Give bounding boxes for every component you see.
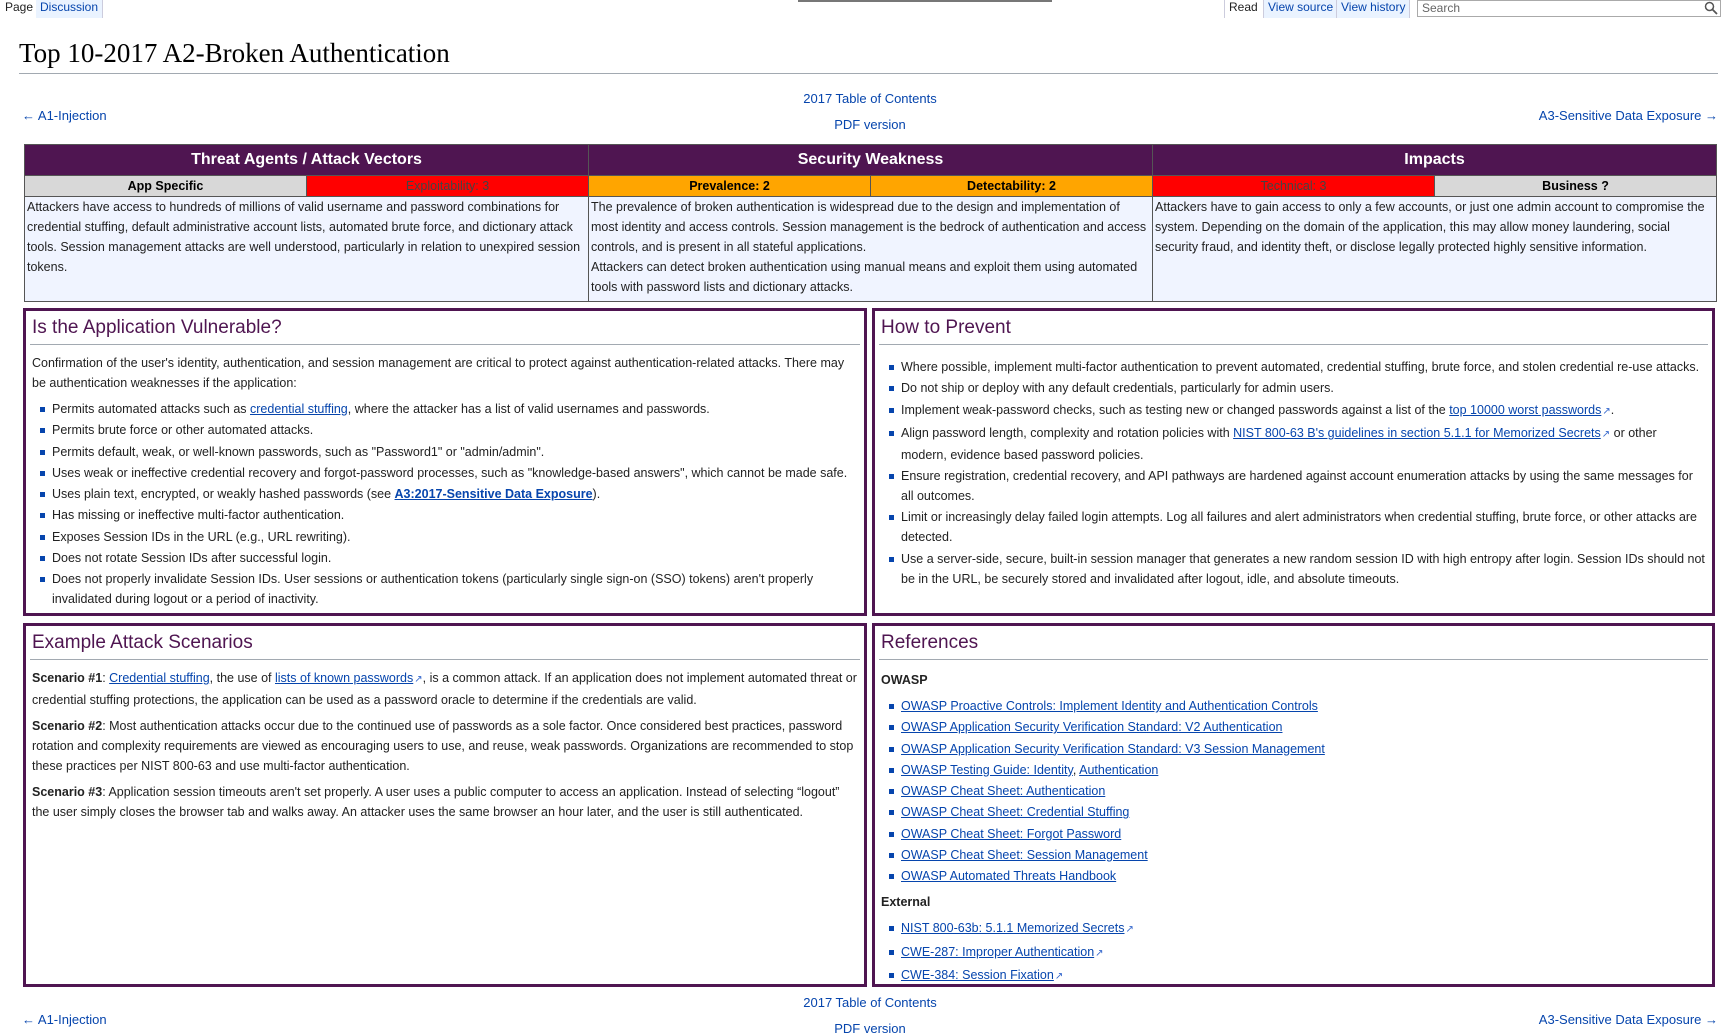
external-link-icon: ↗: [1054, 970, 1064, 982]
reference-link[interactable]: OWASP Cheat Sheet: Forgot Password: [901, 826, 1122, 841]
external-reference-link[interactable]: CWE-384: Session Fixation: [901, 967, 1054, 982]
nav-center-bottom-pdf: [0, 1021, 1727, 1036]
external-label: External: [881, 895, 931, 910]
prev-link[interactable]: ← A1-Injection: [22, 108, 107, 123]
page-title: Top 10-2017 A2-Broken Authentication: [19, 38, 450, 68]
external-link-icon: ↗: [1125, 924, 1134, 936]
list-item: Implement weak-password checks, such as testing new or changed passwords against a list of the top 10000 worst passwords↗.: [901, 400, 1706, 422]
risk-table: [24, 144, 1717, 302]
list-item: [901, 965, 1706, 987]
scenario-1: Scenario #1: Credential stuffing, the use of lists of known passwords↗, is a common attack. If an application does not implement automated threat or credential stuffing protections, the application can be used as a password oracle to determine if the credentials are valid.: [32, 671, 857, 707]
title-divider: [19, 73, 1718, 74]
external-reference-link[interactable]: CWE-287: Improper Authentication: [901, 944, 1095, 959]
prevent-box: [872, 308, 1715, 616]
owasp-references-list: [901, 696, 1706, 886]
list-item: [901, 866, 1706, 886]
external-link-icon: ↗: [1095, 947, 1104, 959]
list-item: Use a server-side, secure, built-in session manager that generates a new random session ID with high entropy after login. Session IDs should not be in the URL, be securely stored and invalidated after logout, idle, and absolute timeouts.: [901, 549, 1706, 589]
list-item: OWASP Testing Guide: Identity, Authentication: [901, 760, 1706, 780]
reference-link[interactable]: OWASP Automated Threats Handbook: [901, 869, 1117, 884]
list-item: [901, 739, 1706, 759]
next-link-bottom[interactable]: A3-Sensitive Data Exposure →: [1538, 1012, 1718, 1027]
credential-stuffing-scenario-link[interactable]: Credential stuffing: [109, 671, 210, 685]
header-threat-agents: Threat Agents / Attack Vectors: [25, 145, 589, 176]
worst-passwords-link[interactable]: top 10000 worst passwords: [1449, 402, 1602, 417]
exploitability-cell: Exploitability: 3: [307, 176, 589, 197]
nav-center-top: [0, 91, 1727, 106]
a3-sensitive-data-link[interactable]: A3:2017-Sensitive Data Exposure: [394, 487, 593, 502]
toc-link-bottom[interactable]: 2017 Table of Contents: [803, 995, 937, 1010]
scenarios-box: [23, 623, 867, 987]
reference-link[interactable]: OWASP Application Security Verification Standard: V2 Authentication: [901, 720, 1283, 735]
reference-link[interactable]: Authentication: [1079, 762, 1159, 777]
vulnerable-heading: Is the Application Vulnerable?: [30, 311, 860, 345]
list-item: Limit or increasingly delay failed login attempts. Log all failures and alert administrators when credential stuffing, brute force, or other attacks are detected.: [901, 507, 1706, 547]
prevalence-cell: Prevalence: 2: [589, 176, 871, 197]
list-item: [901, 824, 1706, 844]
pdf-link[interactable]: PDF version: [834, 117, 906, 132]
tab-page[interactable]: Page: [1, 0, 37, 18]
owasp-label: OWASP: [881, 673, 928, 687]
list-item: [901, 918, 1706, 940]
list-item: Uses weak or ineffective credential recovery and forgot-password processes, such as "knowledge-based answers", which cannot be made safe.: [52, 463, 858, 483]
top-tab-bar: [0, 0, 1727, 18]
nav-center-bottom: [0, 995, 1727, 1010]
list-item: [901, 717, 1706, 737]
list-item: Ensure registration, credential recovery, and API pathways are hardened against account enumeration attacks by using the same messages for all outcomes.: [901, 466, 1706, 506]
list-item: [901, 942, 1706, 964]
references-box: [872, 623, 1715, 987]
tab-view-history[interactable]: View history: [1336, 0, 1410, 18]
reference-link[interactable]: OWASP Cheat Sheet: Authentication: [901, 784, 1106, 799]
reference-link[interactable]: OWASP Cheat Sheet: Session Management: [901, 848, 1148, 863]
list-item: Permits automated attacks such as credential stuffing, where the attacker has a list of valid usernames and passwords.: [52, 399, 858, 419]
loading-bar: [798, 0, 1052, 2]
list-item: [901, 781, 1706, 801]
credential-stuffing-link[interactable]: credential stuffing: [250, 402, 348, 416]
list-item: Permits default, weak, or well-known passwords, such as "Password1" or "admin/admin".: [52, 442, 858, 462]
list-item: Do not ship or deploy with any default credentials, particularly for admin users.: [901, 378, 1706, 398]
list-item: [901, 696, 1706, 716]
search-input[interactable]: [1418, 2, 1696, 15]
nav-center-top-pdf: [0, 117, 1727, 132]
tab-view-source[interactable]: View source: [1263, 0, 1337, 18]
nist-guidelines-link[interactable]: NIST 800-63 B's guidelines in section 5.1.1 for Memorized Secrets: [1233, 425, 1601, 440]
pdf-link-bottom[interactable]: PDF version: [834, 1021, 906, 1036]
toc-link[interactable]: 2017 Table of Contents: [803, 91, 937, 106]
security-weakness-text: The prevalence of broken authentication is widespread due to the design and implementation of most identity and access controls. Session management is the bedrock of authentication and access controls, and is present in all stateful applications. Attackers can detect broken authentication using manual means and exploit them using automated tools with password lists and dictionary attacks.: [589, 197, 1153, 302]
list-item: Align password length, complexity and rotation policies with NIST 800-63 B's guidelines in section 5.1.1 for Memorized Secrets↗ or other modern, evidence based password policies.: [901, 423, 1706, 465]
list-item: Exposes Session IDs in the URL (e.g., URL rewriting).: [52, 527, 858, 547]
vulnerable-intro: Confirmation of the user's identity, authentication, and session management are critical to protect against authentication-related attacks. There may be authentication weaknesses if the application:: [32, 356, 845, 390]
vulnerable-list: [52, 399, 858, 609]
search-icon[interactable]: [1704, 1, 1718, 15]
impacts-text: Attackers have to gain access to only a few accounts, or just one admin account to compromise the system. Depending on the domain of the application, this may allow money laundering, social security fraud, and identity theft, or disclose legally protected highly sensitive information.: [1153, 197, 1717, 302]
vulnerable-box: [23, 308, 867, 616]
threat-agents-text: Attackers have access to hundreds of millions of valid username and password combinations for credential stuffing, default administrative account lists, automated brute force, and dictionary attack tools. Session management attacks are well understood, particularly in relation to unexpired session tokens.: [25, 197, 589, 302]
list-item: Where possible, implement multi-factor authentication to prevent automated, credential stuffing, brute force, and stolen credential re-use attacks.: [901, 357, 1706, 377]
prev-link-bottom[interactable]: ← A1-Injection: [22, 1012, 107, 1027]
known-passwords-link[interactable]: lists of known passwords: [275, 671, 414, 685]
references-heading: References: [879, 626, 1708, 660]
external-link-icon: ↗: [1602, 405, 1611, 417]
list-item: Does not properly invalidate Session IDs. User sessions or authentication tokens (particularly single sign-on (SSO) tokens) aren't properly invalidated during logout or a period of inactivity.: [52, 569, 858, 609]
detectability-cell: Detectability: 2: [871, 176, 1153, 197]
scenario-3: Scenario #3: Application session timeouts aren't set properly. A user uses a public computer to access an application. Instead of selecting “logout” the user simply closes the browser tab and walks away. An attacker uses the same browser an hour later, and the user is still authenticated.: [32, 785, 840, 819]
tab-read[interactable]: Read: [1224, 0, 1262, 18]
external-references-list: [901, 918, 1706, 987]
app-specific-cell: App Specific: [25, 176, 307, 197]
list-item: Permits brute force or other automated attacks.: [52, 420, 858, 440]
scenario-2: Scenario #2: Most authentication attacks occur due to the continued use of passwords as a sole factor. Once considered best practices, password rotation and complexity requirements are viewed as encouraging users to use, and reuse, weak passwords. Organizations are recommended to stop these practices per NIST 800-63 and use multi-factor authentication.: [32, 719, 854, 773]
external-reference-link[interactable]: NIST 800-63b: 5.1.1 Memorized Secrets: [901, 921, 1125, 936]
header-security-weakness: Security Weakness: [589, 145, 1153, 176]
prevent-list: [901, 357, 1706, 589]
list-item: [901, 845, 1706, 865]
technical-impact-cell: Technical: 3: [1153, 176, 1435, 197]
next-link[interactable]: A3-Sensitive Data Exposure →: [1538, 108, 1718, 123]
scenarios-heading: Example Attack Scenarios: [30, 626, 860, 660]
header-impacts: Impacts: [1153, 145, 1717, 176]
list-item: Has missing or ineffective multi-factor authentication.: [52, 505, 858, 525]
reference-link[interactable]: OWASP Testing Guide: Identity: [901, 762, 1073, 777]
tab-discussion[interactable]: Discussion: [36, 0, 103, 18]
reference-link[interactable]: OWASP Cheat Sheet: Credential Stuffing: [901, 805, 1130, 820]
external-link-icon: ↗: [414, 674, 423, 685]
search-box: [1417, 0, 1721, 17]
reference-link[interactable]: OWASP Application Security Verification Standard: V3 Session Management: [901, 741, 1325, 756]
business-impact-cell: Business ?: [1435, 176, 1717, 197]
reference-link[interactable]: OWASP Proactive Controls: Implement Identity and Authentication Controls: [901, 699, 1318, 713]
prevent-heading: How to Prevent: [879, 311, 1708, 345]
list-item: Does not rotate Session IDs after successful login.: [52, 548, 858, 568]
list-item: Uses plain text, encrypted, or weakly hashed passwords (see A3:2017-Sensitive Data Exposure).: [52, 484, 858, 504]
external-link-icon: ↗: [1601, 428, 1611, 440]
list-item: [901, 802, 1706, 822]
